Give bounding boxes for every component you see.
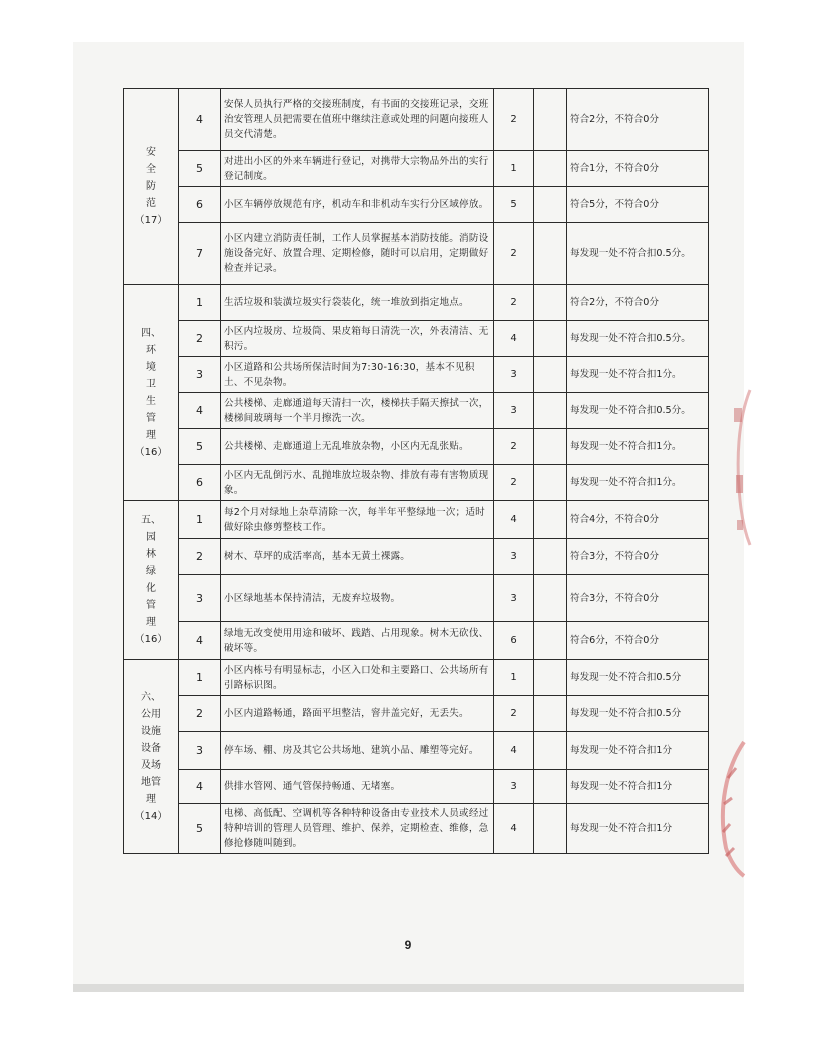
scoring-rule: 符合2分，不符合0分 xyxy=(567,89,709,151)
category-cell: 安 全 防 范 （17） xyxy=(124,89,179,285)
item-number: 6 xyxy=(179,465,221,501)
score-value: 4 xyxy=(494,321,534,357)
table-row xyxy=(124,223,709,285)
scoring-rule: 每发现一处不符合扣0.5分。 xyxy=(567,393,709,429)
scoring-rule: 符合2分，不符合0分 xyxy=(567,285,709,321)
standard-text: 小区内建立消防责任制，工作人员掌握基本消防技能。消防设施设备完好、放置合理、定期检修，随时可以启用，定期做好检查并记录。 xyxy=(221,223,494,285)
standard-text: 公共楼梯、走廊通道上无乱堆放杂物，小区内无乱张贴。 xyxy=(221,429,494,465)
score-value: 4 xyxy=(494,501,534,539)
table-row xyxy=(124,696,709,732)
scoring-rule: 每发现一处不符合扣1分。 xyxy=(567,465,709,501)
actual-score-blank xyxy=(534,501,567,539)
standard-text: 供排水管网、通气管保持畅通、无堵塞。 xyxy=(221,770,494,804)
actual-score-blank xyxy=(534,223,567,285)
table-row xyxy=(124,321,709,357)
score-value: 3 xyxy=(494,575,534,622)
table-row xyxy=(124,429,709,465)
standard-text: 公共楼梯、走廊通道每天清扫一次，楼梯扶手隔天擦拭一次，楼梯间玻璃每一个半月擦洗一次。 xyxy=(221,393,494,429)
item-number: 3 xyxy=(179,575,221,622)
score-value: 2 xyxy=(494,223,534,285)
score-value: 2 xyxy=(494,429,534,465)
actual-score-blank xyxy=(534,285,567,321)
item-number: 1 xyxy=(179,285,221,321)
actual-score-blank xyxy=(534,575,567,622)
standard-text: 树木、草坪的成活率高，基本无黄土裸露。 xyxy=(221,539,494,575)
page-number: 9 xyxy=(404,938,412,952)
scoring-rule: 每发现一处不符合扣0.5分 xyxy=(567,696,709,732)
table-row xyxy=(124,357,709,393)
item-number: 5 xyxy=(179,804,221,854)
scoring-rule: 符合5分，不符合0分 xyxy=(567,187,709,223)
item-number: 4 xyxy=(179,770,221,804)
table-row xyxy=(124,660,709,696)
scoring-rule: 每发现一处不符合扣1分 xyxy=(567,732,709,770)
standard-text: 小区车辆停放规范有序，机动车和非机动车实行分区域停放。 xyxy=(221,187,494,223)
table-row xyxy=(124,151,709,187)
score-value: 1 xyxy=(494,151,534,187)
standard-text: 小区内无乱倒污水、乱抛堆放垃圾杂物、排放有毒有害物质现象。 xyxy=(221,465,494,501)
score-value: 4 xyxy=(494,804,534,854)
seal-fragment-lower xyxy=(712,738,746,878)
item-number: 5 xyxy=(179,151,221,187)
score-value: 1 xyxy=(494,660,534,696)
actual-score-blank xyxy=(534,89,567,151)
scoring-rule: 每发现一处不符合扣1分 xyxy=(567,804,709,854)
assessment-table xyxy=(123,88,709,854)
table-row xyxy=(124,285,709,321)
scoring-rule: 符合1分，不符合0分 xyxy=(567,151,709,187)
table-row xyxy=(124,732,709,770)
item-number: 3 xyxy=(179,732,221,770)
standard-text: 绿地无改变使用用途和破坏、践踏、占用现象。树木无砍伐、破坏等。 xyxy=(221,622,494,660)
category-cell: 六、 公用 设施 设备 及场 地管 理 （14） xyxy=(124,660,179,854)
seal-fragment-upper xyxy=(728,380,752,550)
actual-score-blank xyxy=(534,429,567,465)
item-number: 6 xyxy=(179,187,221,223)
table-row xyxy=(124,622,709,660)
actual-score-blank xyxy=(534,622,567,660)
item-number: 4 xyxy=(179,393,221,429)
item-number: 2 xyxy=(179,539,221,575)
item-number: 5 xyxy=(179,429,221,465)
item-number: 4 xyxy=(179,622,221,660)
scoring-rule: 符合6分，不符合0分 xyxy=(567,622,709,660)
scoring-rule: 每发现一处不符合扣1分 xyxy=(567,770,709,804)
item-number: 1 xyxy=(179,501,221,539)
item-number: 4 xyxy=(179,89,221,151)
standard-text: 每2个月对绿地上杂草清除一次，每半年平整绿地一次；适时做好除虫修剪整枝工作。 xyxy=(221,501,494,539)
actual-score-blank xyxy=(534,357,567,393)
score-value: 2 xyxy=(494,285,534,321)
score-value: 3 xyxy=(494,393,534,429)
score-value: 2 xyxy=(494,465,534,501)
table-row xyxy=(124,501,709,539)
table-row xyxy=(124,575,709,622)
table-row xyxy=(124,187,709,223)
scoring-rule: 每发现一处不符合扣1分。 xyxy=(567,357,709,393)
actual-score-blank xyxy=(534,539,567,575)
score-value: 4 xyxy=(494,732,534,770)
item-number: 3 xyxy=(179,357,221,393)
actual-score-blank xyxy=(534,465,567,501)
scoring-rule: 每发现一处不符合扣1分。 xyxy=(567,429,709,465)
standard-text: 对进出小区的外来车辆进行登记，对携带大宗物品外出的实行登记制度。 xyxy=(221,151,494,187)
item-number: 7 xyxy=(179,223,221,285)
actual-score-blank xyxy=(534,732,567,770)
scoring-rule: 符合3分，不符合0分 xyxy=(567,539,709,575)
standard-text: 电梯、高低配、空调机等各种特种设备由专业技术人员或经过特种培训的管理人员管理、维护、保养，定期检查、维修，急修抢修随叫随到。 xyxy=(221,804,494,854)
actual-score-blank xyxy=(534,804,567,854)
actual-score-blank xyxy=(534,696,567,732)
standard-text: 生活垃圾和装潢垃圾实行袋装化，统一堆放到指定地点。 xyxy=(221,285,494,321)
actual-score-blank xyxy=(534,393,567,429)
scoring-rule: 每发现一处不符合扣0.5分。 xyxy=(567,321,709,357)
standard-text: 安保人员执行严格的交接班制度，有书面的交接班记录，交班治安管理人员把需要在值班中继续注意或处理的问题向接班人员交代清楚。 xyxy=(221,89,494,151)
paper-bottom-edge xyxy=(73,984,744,992)
standard-text: 停车场、棚、房及其它公共场地、建筑小品、雕塑等完好。 xyxy=(221,732,494,770)
table-row xyxy=(124,89,709,151)
table-row xyxy=(124,465,709,501)
standard-text: 小区内栋号有明显标志，小区入口处和主要路口、公共场所有引路标识图。 xyxy=(221,660,494,696)
scoring-rule: 符合3分，不符合0分 xyxy=(567,575,709,622)
table-row xyxy=(124,804,709,854)
actual-score-blank xyxy=(534,151,567,187)
scoring-rule: 每发现一处不符合扣0.5分 xyxy=(567,660,709,696)
score-value: 5 xyxy=(494,187,534,223)
standard-text: 小区道路和公共场所保洁时间为7:30-16:30，基本不见积土、不见杂物。 xyxy=(221,357,494,393)
scoring-rule: 每发现一处不符合扣0.5分。 xyxy=(567,223,709,285)
score-value: 6 xyxy=(494,622,534,660)
item-number: 2 xyxy=(179,696,221,732)
item-number: 1 xyxy=(179,660,221,696)
table-row xyxy=(124,539,709,575)
actual-score-blank xyxy=(534,187,567,223)
standard-text: 小区内垃圾房、垃圾筒、果皮箱每日清洗一次，外表清洁、无积污。 xyxy=(221,321,494,357)
table-row xyxy=(124,770,709,804)
scoring-rule: 符合4分，不符合0分 xyxy=(567,501,709,539)
score-value: 2 xyxy=(494,696,534,732)
table-row xyxy=(124,393,709,429)
standard-text: 小区绿地基本保持清洁，无废弃垃圾物。 xyxy=(221,575,494,622)
category-cell: 五、 园 林 绿 化 管 理 （16） xyxy=(124,501,179,660)
score-value: 3 xyxy=(494,357,534,393)
score-value: 3 xyxy=(494,539,534,575)
actual-score-blank xyxy=(534,321,567,357)
item-number: 2 xyxy=(179,321,221,357)
actual-score-blank xyxy=(534,660,567,696)
standard-text: 小区内道路畅通，路面平坦整洁，窨井盖完好，无丢失。 xyxy=(221,696,494,732)
category-cell: 四、 环 境 卫 生 管 理 （16） xyxy=(124,285,179,501)
actual-score-blank xyxy=(534,770,567,804)
score-value: 2 xyxy=(494,89,534,151)
score-value: 3 xyxy=(494,770,534,804)
